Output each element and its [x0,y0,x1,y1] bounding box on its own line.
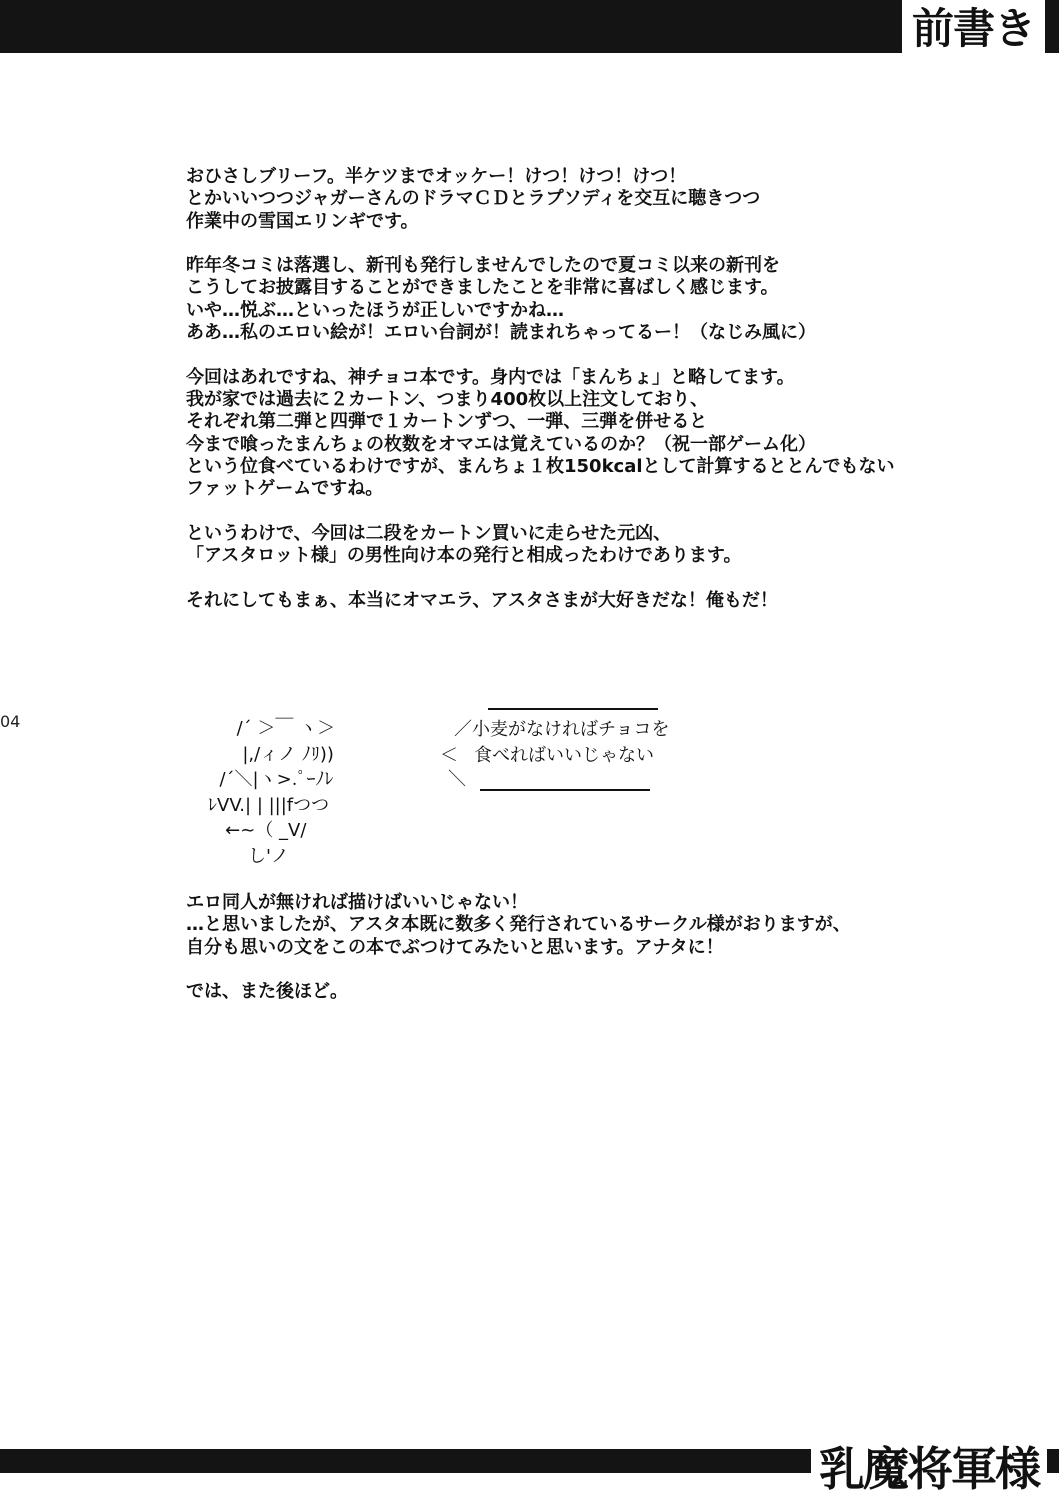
preface-body [186,166,986,634]
header-rule [0,50,1059,53]
book-title: 乳魔将軍様 [811,1438,1047,1500]
text-line: エロ同人が無ければ描けばいいじゃない！ [186,892,528,913]
ascii-art-line: |,/ィノ ﾉﾘ)) [208,743,334,765]
ascii-art-line: し'ノ [208,845,289,867]
speech-line: ／小麦がなければチョコを [454,719,670,740]
text-line: 作業中の雪国エリンギです。 [186,210,419,232]
text-line: 今回はあれですね、神チョコ本です。身内では「まんちょ」と略してます。 [186,366,795,388]
speech-bubble-top-line [488,708,658,710]
text-line: それにしてもまぁ、本当にオマエラ、アスタさまが大好きだな！俺もだ！ [186,589,778,611]
paragraph-7 [186,981,986,1003]
paragraph-6 [186,892,986,959]
text-line: いや…悦ぶ…といったほうが正しいですかね… [186,299,564,321]
header-bar [0,0,1059,50]
text-line: こうしてお披露目することができましたことを非常に喜ばしく感じます。 [186,277,779,299]
ascii-art-line: ﾚVV.| | |||fつつ [208,794,330,816]
paragraph-1 [186,166,986,233]
page-title: 前書き [902,0,1045,58]
text-line: ファットゲームですね。 [186,478,384,500]
ascii-art-line: /´ ＞￣ ヽ＞ [208,718,336,739]
ascii-art-line: /´＼|ヽ>.ﾟｰﾉﾚ [208,769,334,790]
speech-tail: ＼ [448,769,466,790]
speech-line: 食べればいいじゃない [474,745,654,766]
text-line: 今まで喰ったまんちょの枚数をオマエは覚えているのか？（祝一部ゲーム化） [186,433,816,455]
speech-bubble-bottom-line [480,789,650,791]
text-line: 昨年冬コミは落選し、新刊も発行しませんでしたので夏コミ以来の新刊を [186,255,780,277]
paragraph-4 [186,523,986,568]
ascii-art-line: ←~（ _V/ [208,820,307,841]
paragraph-5 [186,590,986,612]
text-line: とかいいつつジャガーさんのドラマＣＤとラプソディを交互に聴きつつ [186,188,761,210]
text-line: ああ…私のエロい絵が！エロい台詞が！読まれちゃってるー！（なじみ風に） [186,322,816,344]
text-line: 我が家では過去に２カートン、つまり400枚以上注文しており、 [186,388,709,410]
speech-pointer: ＜ [440,745,458,766]
ascii-art-character [208,716,418,869]
text-line: 自分も思いの文をこの本でぶつけてみたいと思います。アナタに！ [186,936,724,958]
text-line: という位食べているわけですが、まんちょ１枚150kcalとして計算するととんでもない [186,455,895,477]
text-line: …と思いましたが、アスタ本既に数多く発行されているサークル様がおりますが、 [186,914,851,936]
page-number: 04 [0,712,21,731]
text-line: では、また後ほど。 [186,981,348,1003]
text-line: それぞれ第二弾と四弾で１カートンずつ、一弾、三弾を併せると [186,411,708,433]
text-line: おひさしブリーフ。半ケツまでオッケー！けつ！けつ！けつ！ [186,166,687,187]
paragraph-2 [186,255,986,344]
text-line: というわけで、今回は二段をカートン買いに走らせた元凶、 [186,522,672,544]
paragraph-3 [186,367,986,501]
text-line: 「アスタロット様」の男性向け本の発行と相成ったわけであります。 [186,545,742,567]
preface-closing [186,892,986,1026]
